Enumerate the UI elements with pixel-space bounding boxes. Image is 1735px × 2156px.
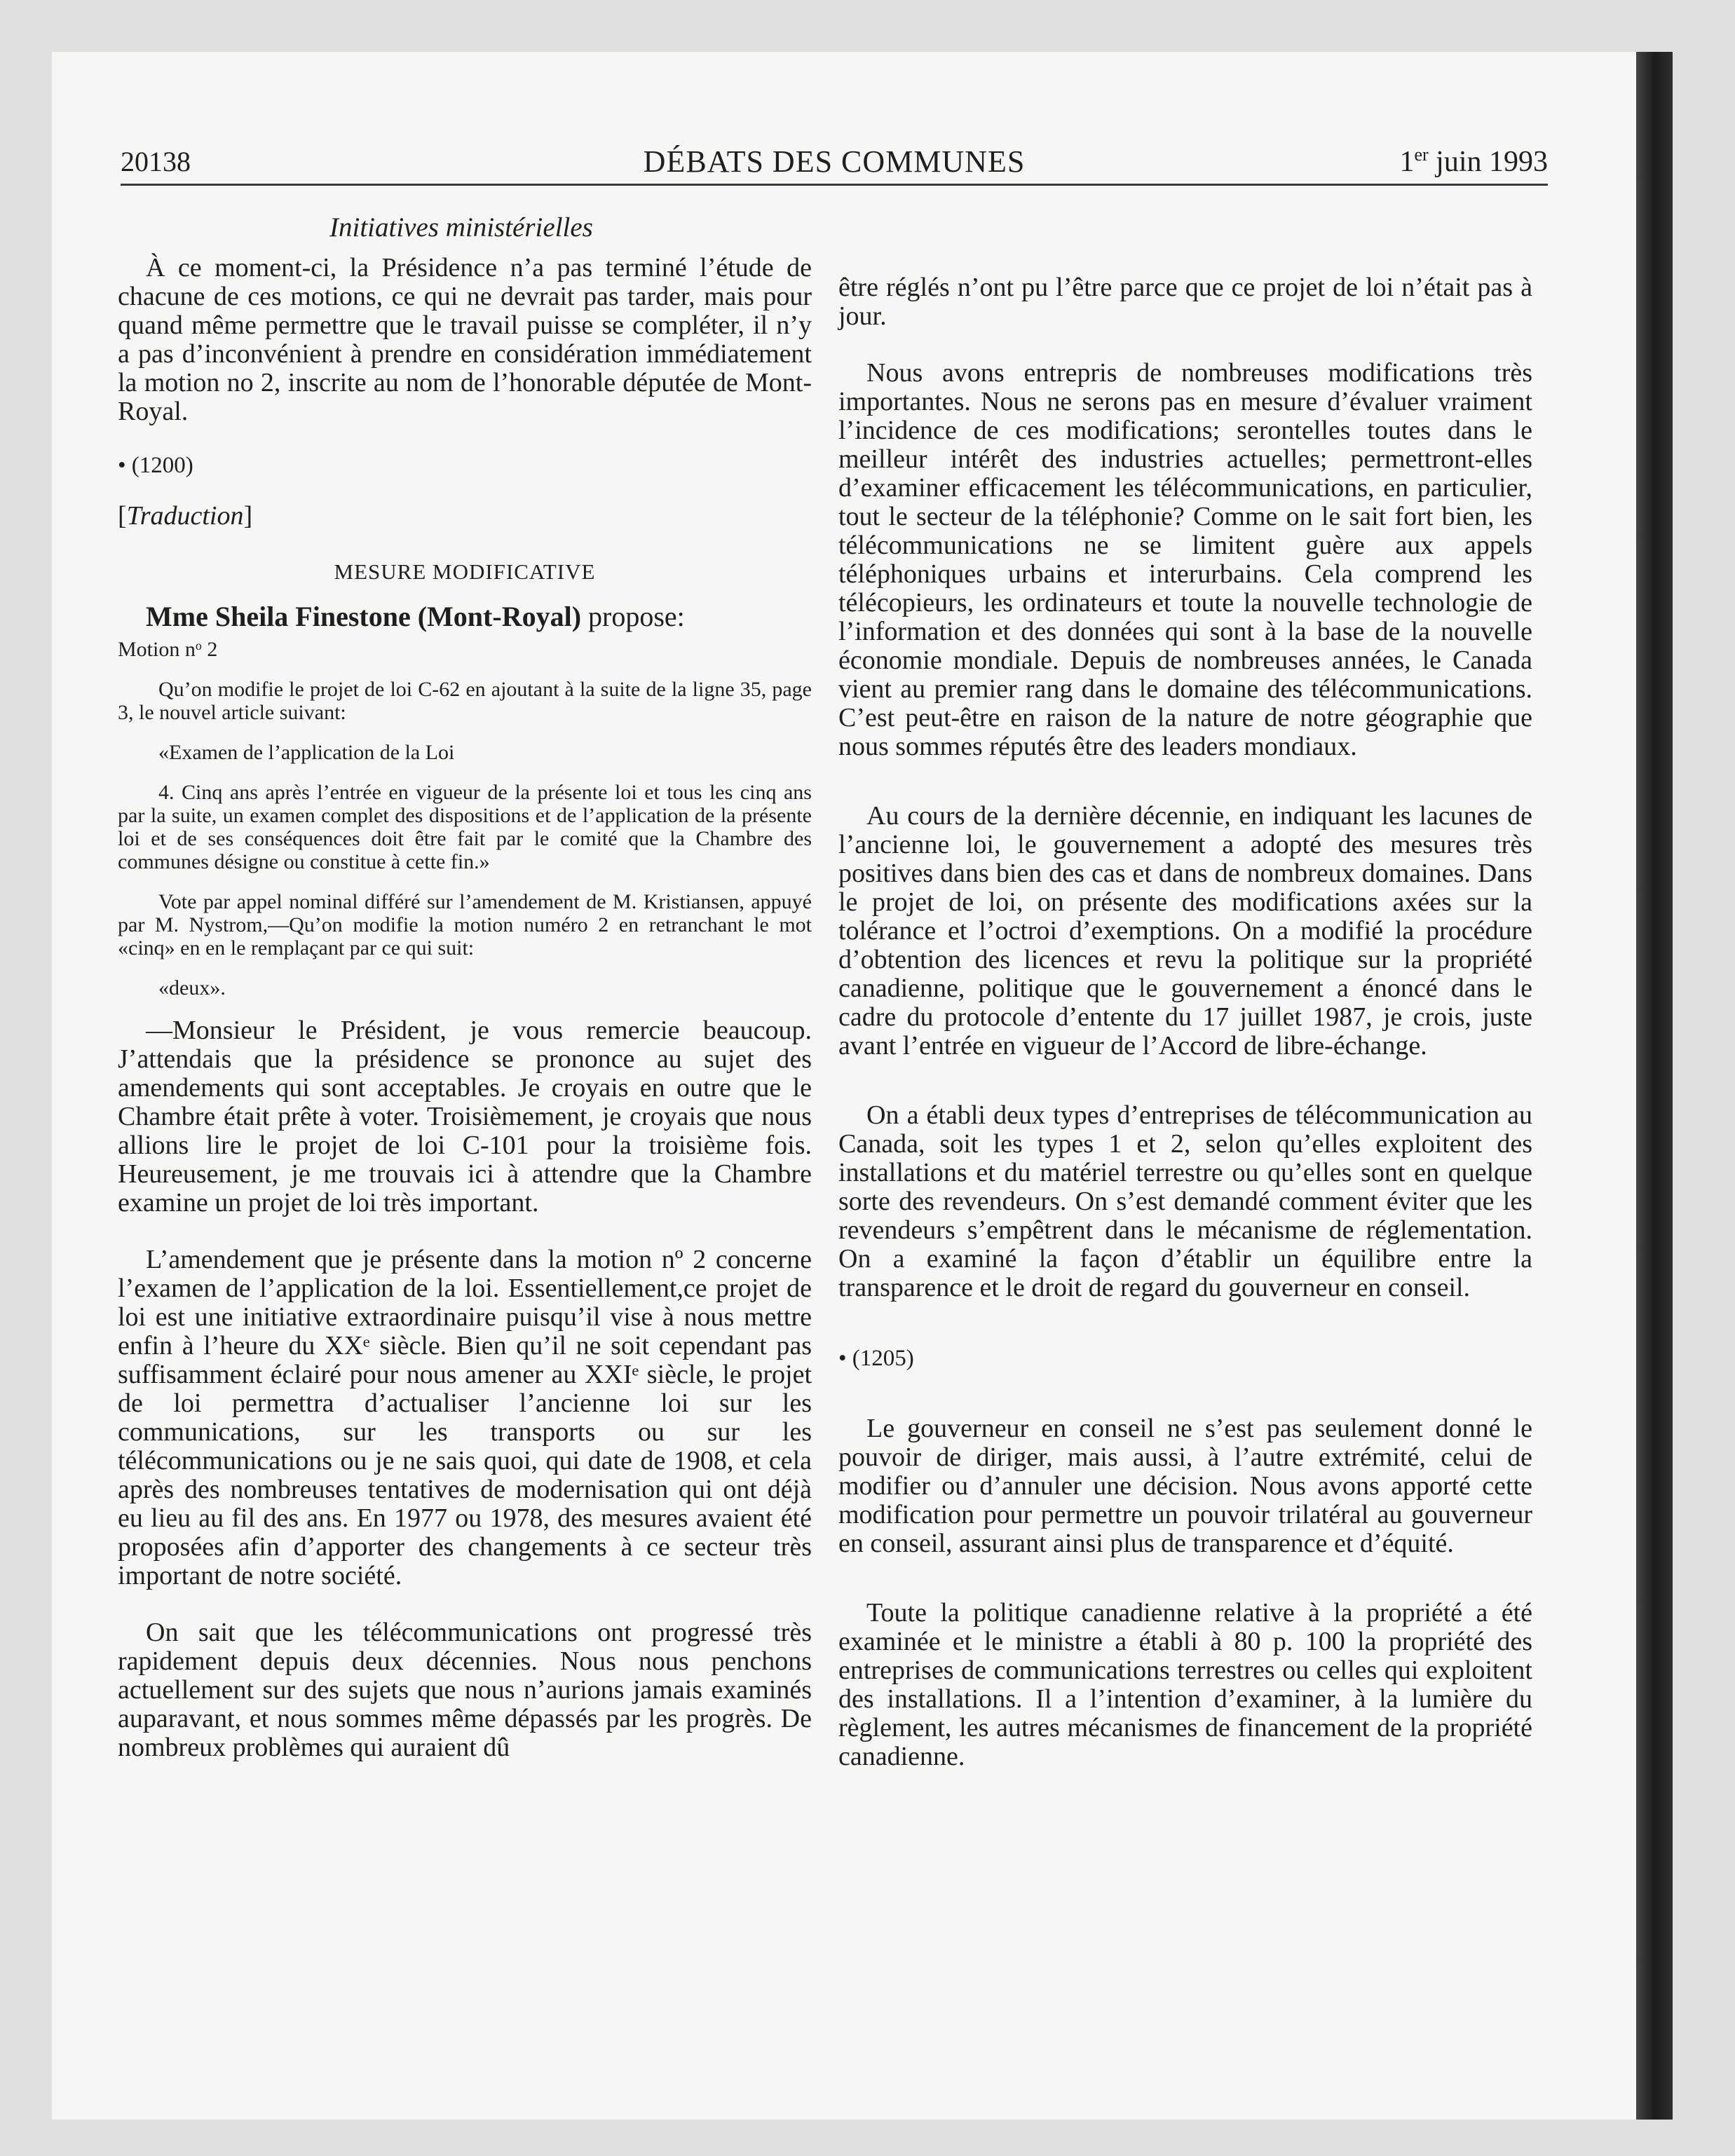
- date-month-year: juin 1993: [1428, 146, 1548, 178]
- page-header: [121, 140, 1548, 184]
- speaker-line: [118, 600, 812, 634]
- right-column: [838, 212, 1532, 1771]
- time-marker: • (1205): [838, 1346, 914, 1371]
- motion-label: Motion $n^o$ 2: [118, 638, 218, 661]
- motion-text: Qu’on modifie le projet de loi C-62 en ajoutant à la suite de la ligne 35, page 3, le nouvel article suivant:: [118, 678, 812, 724]
- paragraph: L’amendement que je présente dans la motion nº 2 concerne l’examen de l’application de la loi. Essentiellement,ce projet de loi est une initiative extraordinaire puisqu’il vise à nous mettre enfin à l’heure du XXᵉ siècle. Bien qu’il ne soit cependant pas suffisamment éclairé pour nous amener au XXIᵉ siècle, le projet de loi permettra d’actualiser l’ancienne loi sur les communications, sur les transports ou sur les télécommunications ou je ne sais quoi, qui date de 1908, et cela après des nombreuses tentatives de modernisation qui ont déjà eu lieu au fil des ans. En 1977 ou 1978, des mesures avaient été proposées afin d’apporter des changements à ce secteur très important de notre société.: [118, 1245, 812, 1590]
- vote-text: Vote par appel nominal différé sur l’amendement de M. Kristiansen, appuyé par M. Nystrom,—Qu’on modifie la motion numéro 2 en retranchant le mot «cinq» en en le remplaçant par ce qui suit:: [118, 890, 812, 960]
- scan-edge-shadow: [1636, 52, 1673, 2120]
- speaker-action: propose:: [581, 601, 685, 632]
- date-day: 1: [1399, 146, 1415, 178]
- paragraph: On sait que les télécommunications ont progressé très rapidement depuis deux décennies. Nous nous penchons actuellement sur des sujets que nous n’aurions jamais examinés auparavant, et nous sommes même dépassés par les progrès. De nombreux problèmes qui auraient dû: [118, 1618, 812, 1762]
- paragraph: À ce moment-ci, la Présidence n’a pas terminé l’étude de chacune de ces motions, ce qui ne devrait pas tarder, mais pour quand même permettre que le travail puisse se compléter, il n’y a pas d’inconvénient à prendre en considération immédiatement la motion no 2, inscrite au nom de l’honorable députée de Mont-Royal.: [118, 253, 812, 426]
- paragraph: être réglés n’ont pu l’être parce que ce projet de loi n’était pas à jour.: [838, 273, 1532, 331]
- paragraph: Le gouverneur en conseil ne s’est pas seulement donné le pouvoir de diriger, mais aussi, à l’autre extrémité, celui de modifier ou d’annuler une décision. Nous avons apporté cette modification pour permettre un pouvoir trilatéral au gouverneur en conseil, assurant ainsi plus de transparence et d’équité.: [838, 1414, 1532, 1558]
- translation-label: Traduction: [126, 501, 244, 531]
- amendment-heading: MESURE MODIFICATIVE: [334, 559, 596, 584]
- header-rule: [121, 184, 1548, 186]
- quote-title: «Examen de l’application de la Loi: [158, 741, 455, 764]
- vote-word: «deux».: [158, 976, 226, 999]
- header-date: [1399, 140, 1548, 184]
- paragraph: Nous avons entrepris de nombreuses modifications très importantes. Nous ne serons pas en mesure d’évaluer vraiment l’incidence de ces modifications; serontelles toutes dans le meilleur intérêt des industries actuelles; permettront-elles d’examiner efficacement les télécommunications, en particulier, tout le secteur de la téléphonie? Comme on le sait fort bien, les télécommunications ne se limitent guère aux appels téléphoniques urbains et interurbains. Cela comprend les télécopieurs, les ordinateurs et toute la nouvelle technologie de l’information et des données qui sont à la base de la nouvelle économie mondiale. Depuis de nombreuses années, le Canada vient au premier rang dans le domaine des télécommunications. C’est peut-être en raison de la nature de notre géographie que nous sommes réputés être des leaders mondiaux.: [838, 358, 1532, 761]
- page-number: 20138: [121, 146, 191, 177]
- paragraph: Toute la politique canadienne relative à la propriété a été examinée et le ministre a établi à 80 p. 100 la propriété des entreprises de communications terrestres ou celles qui exploitent des installations. Il a l’intention d’examiner, à la lumière du règlement, les autres mécanismes de financement de la propriété canadienne.: [838, 1598, 1532, 1771]
- left-column: [118, 212, 812, 1762]
- translation-note: [Traduction]: [118, 501, 253, 531]
- date-ordinal: er: [1414, 144, 1429, 165]
- paragraph: —Monsieur le Président, je vous remercie beaucoup. J’attendais que la présidence se prononce au sujet des amendements qui sont acceptables. Je croyais en outre que le Chambre était prête à voter. Troisièmement, je croyais que nous allions lire le projet de loi C-101 pour la troisième fois. Heureusement, je me trouvais ici à attendre que la Chambre examine un projet de loi très important.: [118, 1016, 812, 1217]
- quote-body: 4. Cinq ans après l’entrée en vigueur de la présente loi et tous les cinq ans par la suite, un examen complet des dispositions et de l’application de la présente loi et de ses conséquences doit être fait par le comité que la Chambre des communes désigne ou constitue à cette fin.»: [118, 781, 812, 873]
- publication-title: DÉBATS DES COMMUNES: [643, 144, 1026, 179]
- section-heading: Initiatives ministérielles: [329, 212, 593, 243]
- paragraph: Au cours de la dernière décennie, en indiquant les lacunes de l’ancienne loi, le gouvernement a adopté des mesures très positives dans bien des cas et dans de nombreux domaines. Dans le projet de loi, on présente des modifications axées sur la tolérance et l’octroi d’exemptions. On a modifié la procédure d’obtention des licences et revu la politique sur la propriété canadienne, politique que le gouvernement a énoncé dans le cadre du protocole d’entente du 17 juillet 1987, je crois, juste avant l’entrée en vigueur de l’Accord de libre-échange.: [838, 801, 1532, 1060]
- speaker-name: Mme Sheila Finestone (Mont-Royal): [146, 601, 582, 632]
- time-marker: • (1200): [118, 453, 193, 478]
- paragraph: On a établi deux types d’entreprises de télécommunication au Canada, soit les types 1 et 2, selon qu’elles exploitent des installations et du matériel terrestre ou qu’elles sont en quelque sorte des revendeurs. On s’est demandé comment éviter que les revendeurs s’empêtrent dans le mécanisme de réglementation. On a examiné la façon d’établir un équilibre entre la transparence et le droit de regard du gouverneur en conseil.: [838, 1100, 1532, 1302]
